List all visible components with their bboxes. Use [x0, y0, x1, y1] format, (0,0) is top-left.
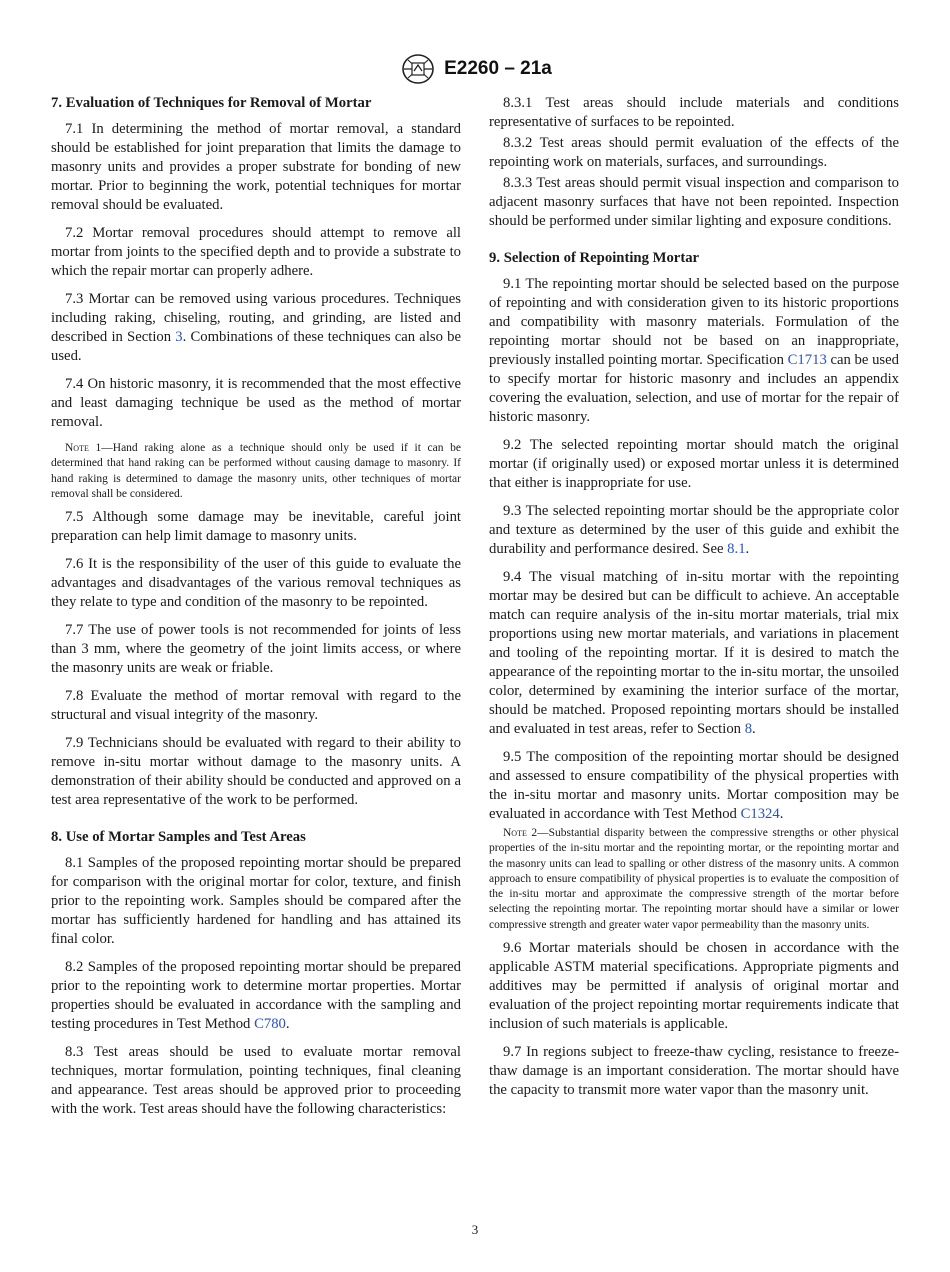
paragraph-8-3-2: 8.3.2 Test areas should permit evaluation of the effects of the repointing work on materials, surfaces, and surroundings. — [489, 135, 899, 170]
paragraph-9-5: 9.5 The composition of the repointing mortar should be designed and assessed to ensure compatibility of the physical properties with the in-situ mortar and masonry units. Mortar composition may be evaluated in accordance with Test Method C1324. — [489, 749, 899, 822]
paragraph-9-7: 9.7 In regions subject to freeze-thaw cycling, resistance to freeze-thaw damage is an important consideration. The mortar should have the capacity to transmit more water vapor than the masonry unit. — [489, 1044, 899, 1099]
section-7-heading: 7. Evaluation of Techniques for Removal of Mortar — [51, 95, 372, 111]
paragraph-9-6: 9.6 Mortar materials should be chosen in accordance with the applicable ASTM material specifications. Appropriate pigments and additives may be permitted if analysis of original mortar and evaluation of the project repointing mortar requirements indicate that inclusion of such materials is applicable. — [489, 940, 899, 1033]
c780-link[interactable]: C780 — [254, 1016, 286, 1033]
page-header — [0, 52, 950, 86]
paragraph-7-9: 7.9 Technicians should be evaluated with regard to their ability to remove in-situ mortar without damage to the masonry units. A demonstration of their ability should be conducted and approved on a test area representative of the work to be performed. — [51, 735, 461, 809]
paragraph-7-8: 7.8 Evaluate the method of mortar removal with regard to the structural and visual integrity of the masonry. — [51, 688, 461, 724]
c1324-link[interactable]: C1324 — [740, 806, 780, 822]
paragraph-9-4: 9.4 The visual matching of in-situ mortar with the repointing mortar may be desired but can be difficult to achieve. An acceptable match can require analysis of the in-situ mortar materials, trial mix proportions using new mortar materials, and variations in placement and tooling of the repointing mortar. If it is desired to match the appearance of the repointing mortar to the in-situ mortar, the unsoiled color, determined by examining the interior surface of the mortar, should be matched. Proposed repointing mortars should be installed and evaluated in test areas, refer to Section 8. — [489, 569, 899, 737]
c1713-link[interactable]: C1713 — [787, 352, 827, 368]
paragraph-7-7: 7.7 The use of power tools is not recommended for joints of less than 3 mm, where the geometry of the joint limits access, or where the masonry units are weak or friable. — [51, 622, 461, 677]
note-2-text: —Substantial disparity between the compressive strengths or other physical properties of the in-situ mortar and the repointing mortar, or the repointing mortar and the masonry units can lead to spalling or other distress of the masonry units. A common approach to ensure compatibility of physical properties is to evaluate the composition of the in-situ mortar and approximate the compressive strength of the mortar before selecting the repointing mortar. The repointing mortar should have a similar or lower compressive strength and greater water vapor permeability than the masonry units. — [489, 827, 899, 931]
paragraph-8-2: 8.2 Samples of the proposed repointing mortar should be prepared prior to the repointing work to determine mortar properties. Mortar properties should be evaluated in accordance with the sampling and testing procedures in Test Method C780. — [51, 959, 461, 1033]
section-8-1-link[interactable]: 8.1 — [727, 541, 746, 557]
right-column — [489, 94, 899, 1100]
section-8-link[interactable]: 8 — [744, 721, 753, 737]
paragraph-7-3: 7.3 Mortar can be removed using various procedures. Techniques including raking, chiseling, routing, and grinding, are listed and described in Section 3. Combinations of these techniques can also be used. — [51, 291, 461, 364]
note-2 — [489, 826, 899, 933]
paragraph-7-4: 7.4 On historic masonry, it is recommended that the most effective and least damaging technique be used as the method of mortar removal. — [51, 376, 461, 430]
paragraph-9-2: 9.2 The selected repointing mortar should match the original mortar (if originally used) or exposed mortar unless it is determined that either is inappropriate for use. — [489, 437, 899, 491]
note-1 — [51, 441, 461, 502]
astm-logo-icon — [398, 52, 438, 86]
page-number: 3 — [471, 1222, 479, 1237]
paragraph-7-2: 7.2 Mortar removal procedures should attempt to remove all mortar from joints to the specified depth and to provide a substrate to which the repair mortar can properly adhere. — [51, 225, 461, 279]
note-2-label: Note 2 — [503, 827, 538, 839]
section-8-heading: 8. Use of Mortar Samples and Test Areas — [51, 829, 306, 846]
paragraph-7-6: 7.6 It is the responsibility of the user of this guide to evaluate the advantages and disadvantages of the various removal techniques as they relate to type and condition of the masonry to be repointed. — [51, 556, 461, 611]
section-9-heading: 9. Selection of Repointing Mortar — [489, 250, 700, 266]
note-1-label: Note 1 — [65, 442, 102, 454]
paragraph-9-1: 9.1 The repointing mortar should be selected based on the purpose of repointing and with consideration given to its historic proportions and compatibility with masonry materials. Formulation of the repointing mortar should not be based on an inappropriate, previously installed pointing mortar. Specification C1713 can be used to specify mortar for historic masonry and includes an appendix covering the evaluation, selection, and use of mortar for the repair of historic masonry. — [489, 276, 899, 425]
document-id: E2260 – 21a — [444, 58, 552, 79]
paragraph-8-1: 8.1 Samples of the proposed repointing mortar should be prepared for comparison with the original mortar for color, texture, and finish prior to the repointing work. Samples should be compared after the mortar has sufficiently hardened for handling and has attained its final color. — [51, 855, 461, 948]
note-1-text: —Hand raking alone as a technique should only be used if it can be determined that hand raking can be performed without causing damage to masonry. If hand raking is determined to damage the masonry units, other techniques of mortar removal shall be considered. — [51, 442, 462, 500]
section-3-link[interactable]: 3 — [175, 329, 183, 345]
paragraph-9-3: 9.3 The selected repointing mortar should be the appropriate color and texture as determined by the user of this guide and exhibit the durability and performance desired. See 8.1. — [489, 503, 899, 557]
paragraph-7-5: 7.5 Although some damage may be inevitable, careful joint preparation can help limit damage to masonry units. — [51, 509, 461, 545]
left-column — [51, 94, 461, 1119]
paragraph-8-3: 8.3 Test areas should be used to evaluate mortar removal techniques, mortar formulation, pointing techniques, final cleaning and appearance. Test areas should be approved prior to proceeding with the work. Test areas should have the following characteristics: — [51, 1044, 461, 1118]
paragraph-8-3-3: 8.3.3 Test areas should permit visual inspection and comparison to adjacent masonry surfaces that have not been repointed. Inspection should be performed under similar lighting and exposure conditions. — [489, 175, 899, 229]
paragraph-7-1: 7.1 In determining the method of mortar removal, a standard should be established for joint preparation that limits the damage to masonry units and provides a proper substrate for bonding of new mortar. Prior to beginning the work, potential techniques for mortar removal should be evaluated. — [51, 121, 461, 213]
paragraph-8-3-1: 8.3.1 Test areas should include materials and conditions representative of surfaces to be repointed. — [489, 95, 899, 130]
